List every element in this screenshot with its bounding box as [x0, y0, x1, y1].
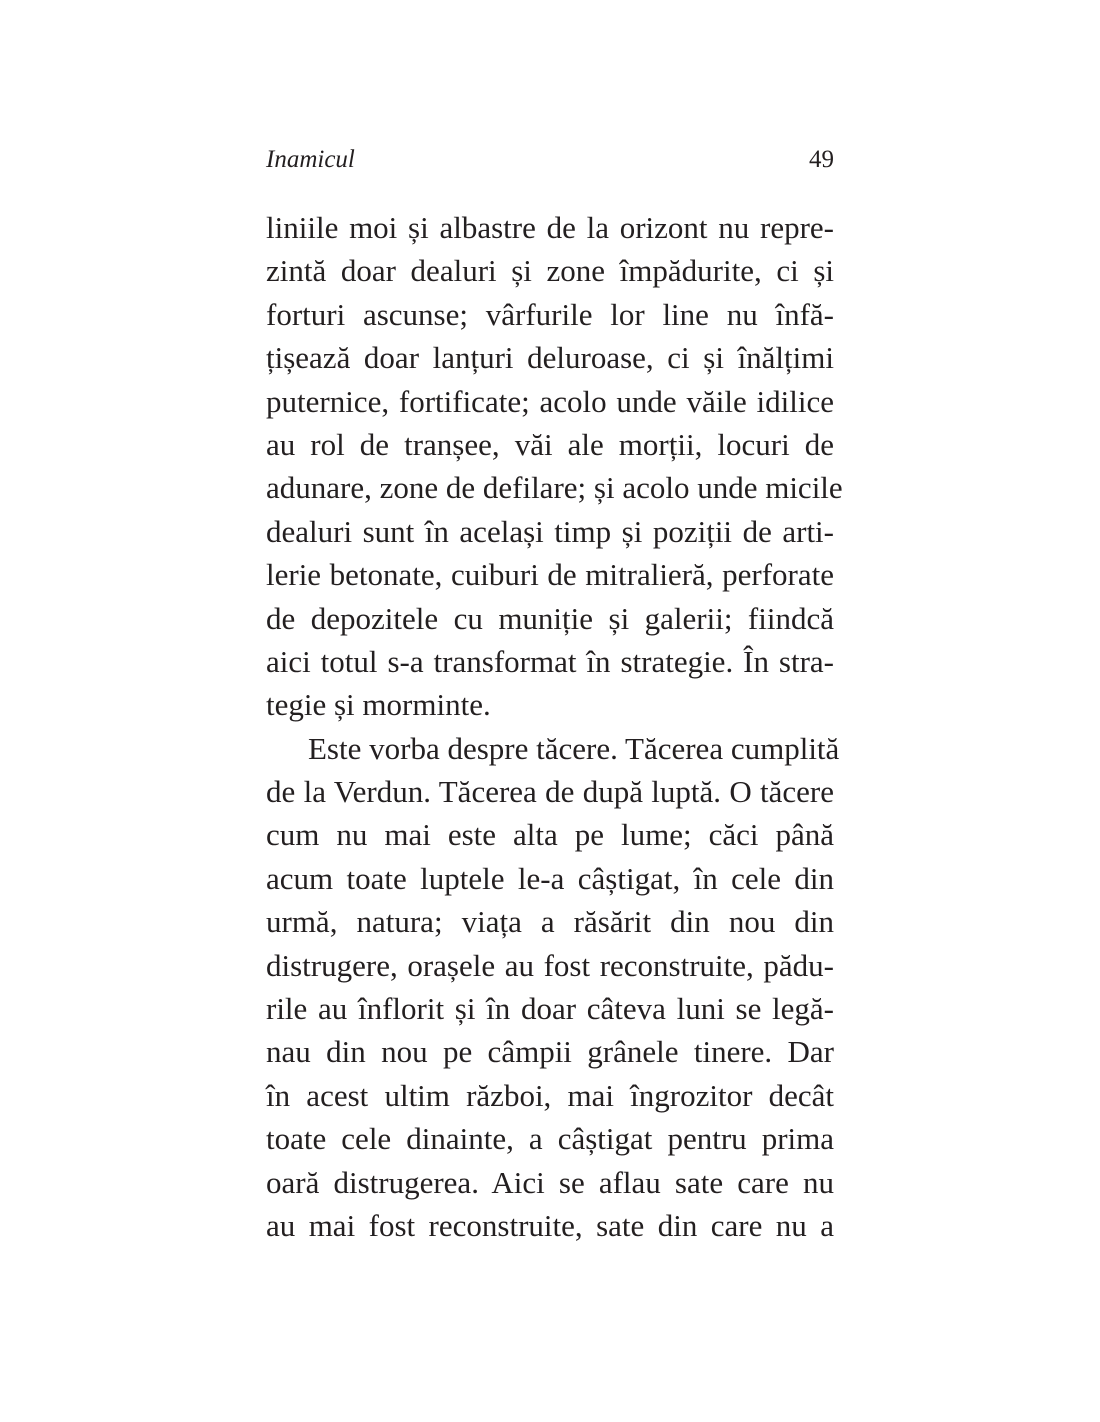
paragraph-end-line: tegie și morminte.	[266, 687, 491, 723]
text-line: dealuri sunt în același timp și poziții de arti-	[266, 513, 834, 549]
text-line: lerie betonate, cuiburi de mitralieră, perforate	[266, 557, 834, 593]
running-title: Inamicul	[266, 146, 355, 173]
text-line: urmă, natura; viața a răsărit din nou din	[266, 904, 834, 940]
text-line: acum toate luptele le-a câștigat, în cele din	[266, 860, 834, 896]
text-line: forturi ascunse; vârfurile lor line nu înfă-	[266, 296, 834, 332]
text-line: de depozitele cu muniție și galerii; fiindcă	[266, 600, 834, 636]
text-line: în acest ultim război, mai îngrozitor decât	[266, 1077, 834, 1113]
text-line: liniile moi și albastre de la orizont nu repre-	[266, 210, 834, 245]
text-line: aici totul s-a transformat în strategie. În stra-	[266, 643, 834, 679]
text-line: zintă doar dealuri și zone împădurite, ci și	[266, 253, 834, 289]
page-number: 49	[809, 146, 834, 173]
text-line: nau din nou pe câmpii grânele tinere. Dar	[266, 1034, 834, 1070]
text-line: toate cele dinainte, a câștigat pentru prima	[266, 1121, 834, 1157]
running-head	[266, 143, 834, 177]
text-line: au mai fost reconstruite, sate din care nu a	[266, 1207, 834, 1243]
text-line: oară distrugerea. Aici se aflau sate care nu	[266, 1164, 834, 1200]
text-line: puternice, fortificate; acolo unde văile idilice	[266, 383, 834, 419]
text-line: cum nu mai este alta pe lume; căci până	[266, 817, 834, 853]
text-line: distrugere, orașele au fost reconstruite, pădu-	[266, 947, 834, 983]
text-line: adunare, zone de defilare; și acolo unde micile	[266, 470, 843, 506]
body-text	[266, 206, 843, 1247]
text-line: au rol de tranșee, văi ale morții, locuri de	[266, 426, 834, 462]
text-line: rile au înflorit și în doar câteva luni se legă-	[266, 991, 834, 1027]
paragraph-start-line: Este vorba despre tăcere. Tăcerea cumplită	[308, 730, 840, 766]
text-line: țișează doar lanțuri deluroase, ci și înălțimi	[266, 340, 834, 376]
text-line: de la Verdun. Tăcerea de după luptă. O tăcere	[266, 774, 834, 810]
